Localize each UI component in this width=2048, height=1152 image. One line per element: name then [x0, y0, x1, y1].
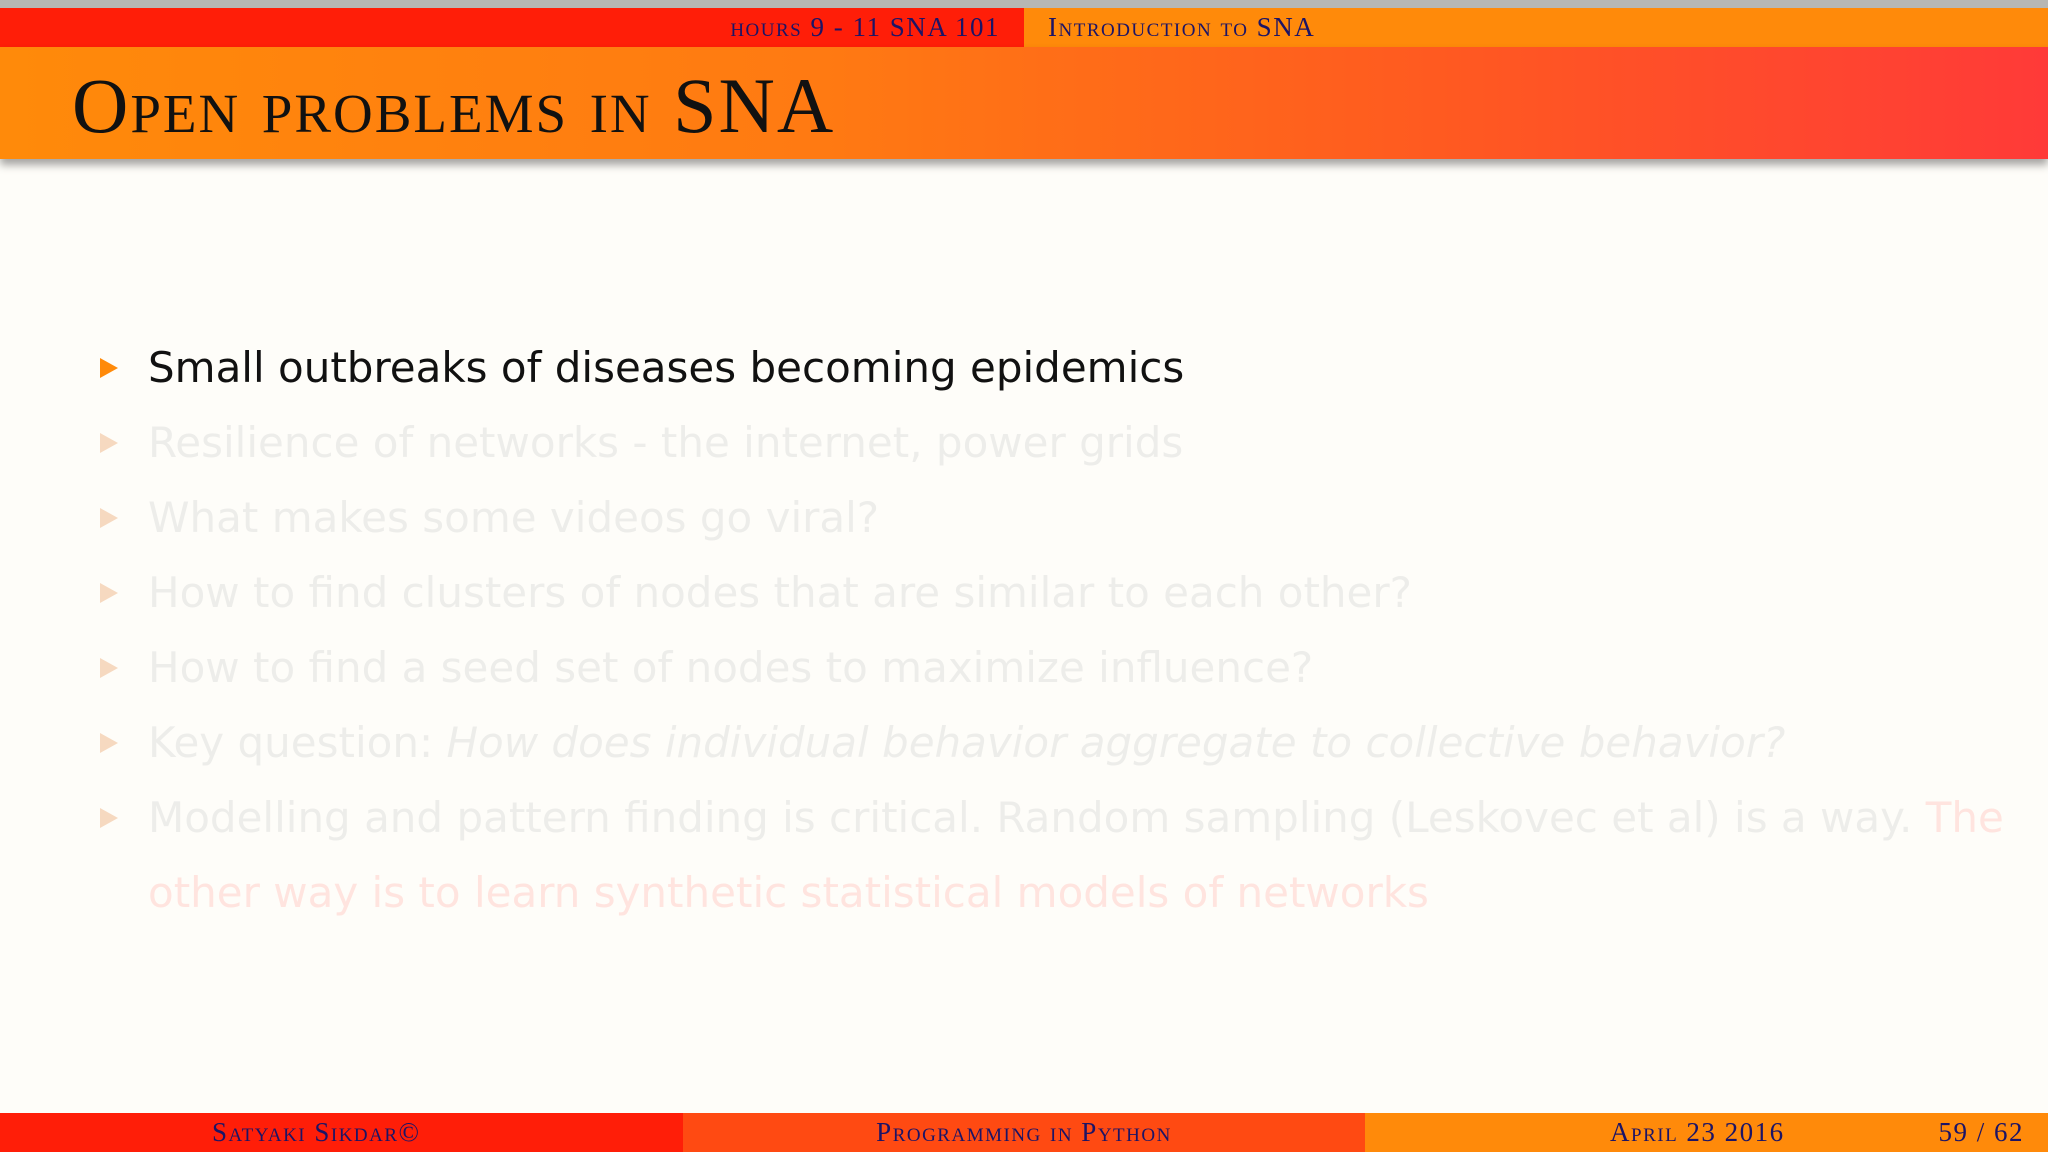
title-bar	[0, 47, 2048, 159]
bullet-triangle-icon	[100, 808, 118, 828]
bullet-item	[98, 705, 2018, 780]
bullet-emphasis: How does individual behavior aggregate to collective behavior?	[446, 718, 1786, 767]
bullet-text: Resilience of networks - the internet, power grids	[148, 418, 1184, 467]
bullet-item	[98, 630, 2018, 705]
bullet-text: What makes some videos go viral?	[148, 493, 880, 542]
footer-course-cell	[683, 1113, 1365, 1152]
bullet-item	[98, 780, 2018, 930]
footer-bar	[0, 1113, 2048, 1152]
footer-author: Satyaki Sikdar©	[212, 1117, 421, 1147]
footer-course: Programming in Python	[876, 1117, 1172, 1147]
bullet-triangle-icon	[100, 658, 118, 678]
header-subsection-cell	[0, 8, 1024, 47]
bullet-prefix: Key question:	[148, 718, 447, 767]
slide-title: Open problems in SNA	[72, 62, 836, 149]
bullet-text: How to find clusters of nodes that are similar to each other?	[148, 568, 1412, 617]
bullet-item	[98, 555, 2018, 630]
bullet-text: Modelling and pattern finding is critical. Random sampling (Leskovec et al) is a way.	[148, 793, 1926, 842]
header-subsection[interactable]: hours 9 - 11 SNA 101	[730, 12, 1000, 42]
header-nav-bar	[0, 8, 2048, 47]
bullet-triangle-icon	[100, 508, 118, 528]
bullet-item	[98, 480, 2018, 555]
top-strip	[0, 0, 2048, 8]
bullet-item	[98, 330, 2018, 405]
bullet-item	[98, 405, 2018, 480]
bullet-highlight: The other way is to learn synthetic statistical models of networks	[148, 793, 2004, 917]
bullet-triangle-icon	[100, 433, 118, 453]
footer-date-cell	[1365, 1113, 2048, 1152]
footer-date: April 23 2016	[1610, 1117, 1785, 1147]
bullet-triangle-icon	[100, 583, 118, 603]
bullet-triangle-icon	[100, 733, 118, 753]
footer-author-cell	[0, 1113, 683, 1152]
header-section-cell	[1024, 8, 2048, 47]
bullet-text: Small outbreaks of diseases becoming epidemics	[148, 343, 1185, 392]
bullet-triangle-icon	[100, 358, 118, 378]
footer-page-number: 59 / 62	[1938, 1117, 2024, 1147]
header-section[interactable]: Introduction to SNA	[1048, 12, 1316, 42]
bullet-list	[98, 330, 2018, 930]
bullet-text: How to find a seed set of nodes to maximize influence?	[148, 643, 1314, 692]
